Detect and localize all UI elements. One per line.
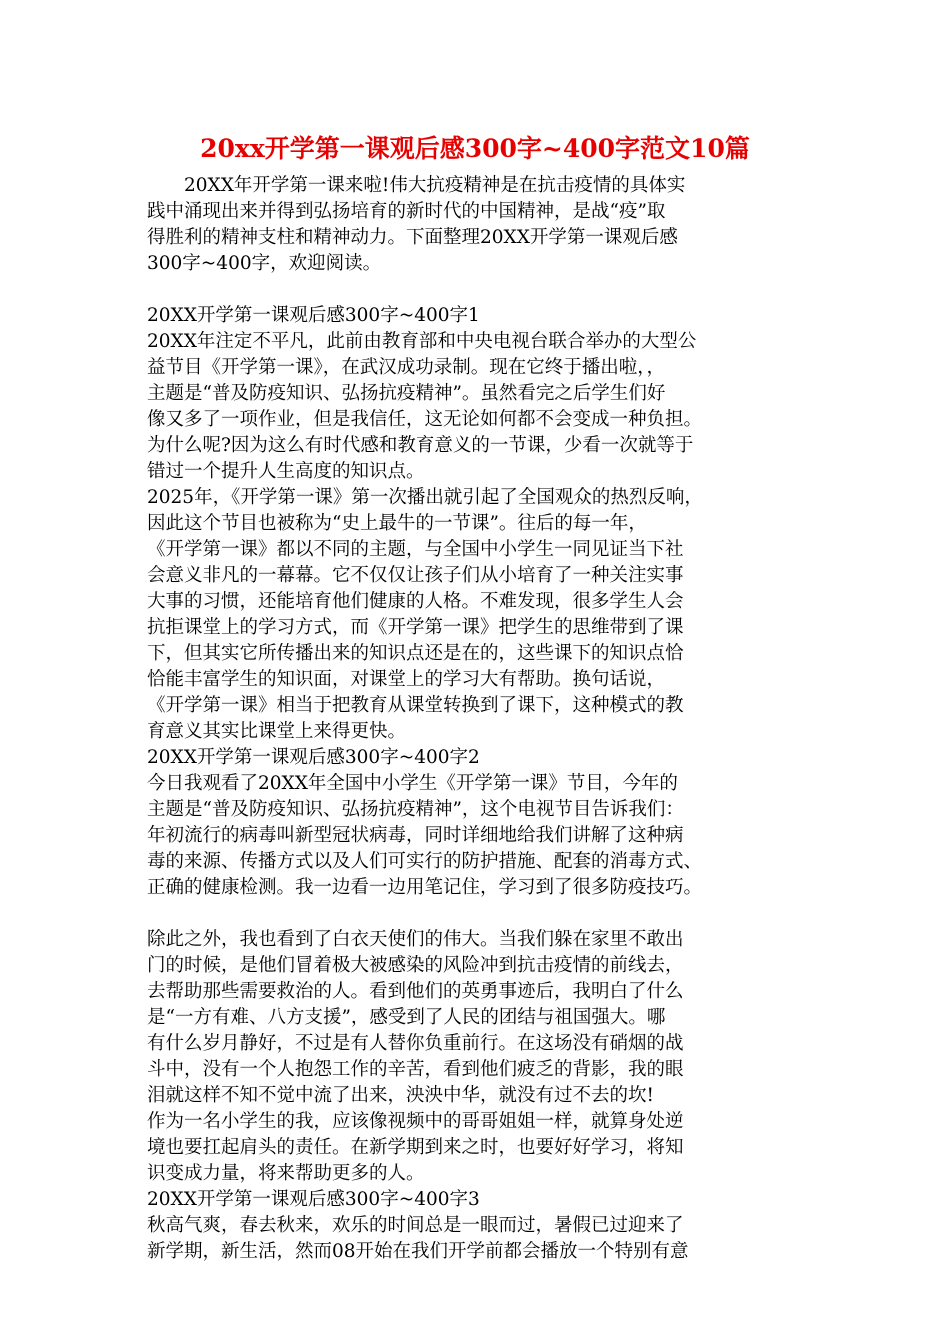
text-line: 泪就这样不知不觉中流了出来，泱泱中华，就没有过不去的坎! <box>147 1085 654 1106</box>
text-line: 20XX开学第一课观后感300字~400字2 <box>147 747 480 768</box>
text-line: 20XX开学第一课观后感300字~400字1 <box>147 305 480 326</box>
text-line: 年初流行的病毒叫新型冠状病毒，同时详细地给我们讲解了这种病 <box>147 825 684 846</box>
text-line: 因此这个节目也被称为“史上最牛的一节课”。往后的每一年， <box>147 513 647 534</box>
text-line: 大事的习惯，还能培育他们健康的人格。不难发现，很多学生人会 <box>147 591 684 612</box>
text-line: 《开学第一课》都以不同的主题，与全国中小学生一同见证当下社 <box>147 539 684 560</box>
text-line: 2025年，《开学第一课》第一次播出就引起了全国观众的热烈反响， <box>147 487 703 508</box>
text-line: 300字~400字，欢迎阅读。 <box>147 253 382 274</box>
text-line: 育意义其实比课堂上来得更快。 <box>147 721 407 742</box>
text-line: 20XX开学第一课观后感300字~400字3 <box>147 1189 480 1210</box>
text-line: 《开学第一课》相当于把教育从课堂转换到了课下，这种模式的教 <box>147 695 684 716</box>
text-line: 斗中，没有一个人抱怨工作的辛苦，看到他们疲乏的背影，我的眼 <box>147 1059 684 1080</box>
text-line: 今日我观看了20XX年全国中小学生《开学第一课》节目，今年的 <box>147 773 678 794</box>
text-line: 境也要扛起肩头的责任。在新学期到来之时，也要好好学习，将知 <box>147 1137 684 1158</box>
text-line: 秋高气爽，春去秋来，欢乐的时间总是一眼而过，暑假已过迎来了 <box>147 1215 684 1236</box>
text-line: 主题是“普及防疫知识、弘扬抗疫精神”。虽然看完之后学生们好 <box>147 383 666 404</box>
text-line: 得胜利的精神支柱和精神动力。下面整理20XX开学第一课观后感 <box>147 227 678 248</box>
text-line: 去帮助那些需要救治的人。看到他们的英勇事迹后，我明白了什么 <box>147 981 684 1002</box>
text-line: 错过一个提升人生高度的知识点。 <box>147 461 425 482</box>
text-line: 下，但其实它所传播出来的知识点还是在的，这些课下的知识点恰 <box>147 643 684 664</box>
text-line: 作为一名小学生的我，应该像视频中的哥哥姐姐一样，就算身处逆 <box>147 1111 684 1132</box>
text-line: 为什么呢?因为这么有时代感和教育意义的一节课，少看一次就等于 <box>147 435 694 456</box>
text-line: 主题是“普及防疫知识、弘扬抗疫精神”，这个电视节目告诉我们： <box>147 799 684 820</box>
text-line: 益节目《开学第一课》，在武汉成功录制。现在它终于播出啦，， <box>147 357 666 378</box>
text-line: 像又多了一项作业，但是我信任，这无论如何都不会变成一种负担。 <box>147 409 703 430</box>
text-line: 门的时候，是他们冒着极大被感染的风险冲到抗击疫情的前线去， <box>147 955 684 976</box>
page-title: 20xx开学第一课观后感300字~400字范文10篇 <box>200 134 750 163</box>
text-line: 有什么岁月静好，不过是有人替你负重前行。在这场没有硝烟的战 <box>147 1033 684 1054</box>
text-line: 毒的来源、传播方式以及人们可实行的防护措施、配套的消毒方式、 <box>147 851 703 872</box>
text-line: 除此之外，我也看到了白衣天使们的伟大。当我们躲在家里不敢出 <box>147 929 684 950</box>
text-line: 抗拒课堂上的学习方式，而《开学第一课》把学生的思维带到了课 <box>147 617 684 638</box>
text-line: 会意义非凡的一幕幕。它不仅仅让孩子们从小培育了一种关注实事 <box>147 565 684 586</box>
text-line: 恰能丰富学生的知识面，对课堂上的学习大有帮助。换句话说， <box>147 669 666 690</box>
text-line: 识变成力量，将来帮助更多的人。 <box>147 1163 425 1184</box>
text-line: 20XX年注定不平凡，此前由教育部和中央电视台联合举办的大型公 <box>147 331 697 352</box>
text-line: 新学期，新生活，然而08开始在我们开学前都会播放一个特别有意 <box>147 1241 689 1262</box>
text-line: 践中涌现出来并得到弘扬培育的新时代的中国精神，是战“疫”取 <box>147 201 666 222</box>
text-line: 正确的健康检测。我一边看一边用笔记住，学习到了很多防疫技巧。 <box>147 877 703 898</box>
text-line: 20XX年开学第一课来啦!伟大抗疫精神是在抗击疫情的具体实 <box>147 175 686 196</box>
text-line: 是“一方有难、八方支援”，感受到了人民的团结与祖国强大。哪 <box>147 1007 666 1028</box>
